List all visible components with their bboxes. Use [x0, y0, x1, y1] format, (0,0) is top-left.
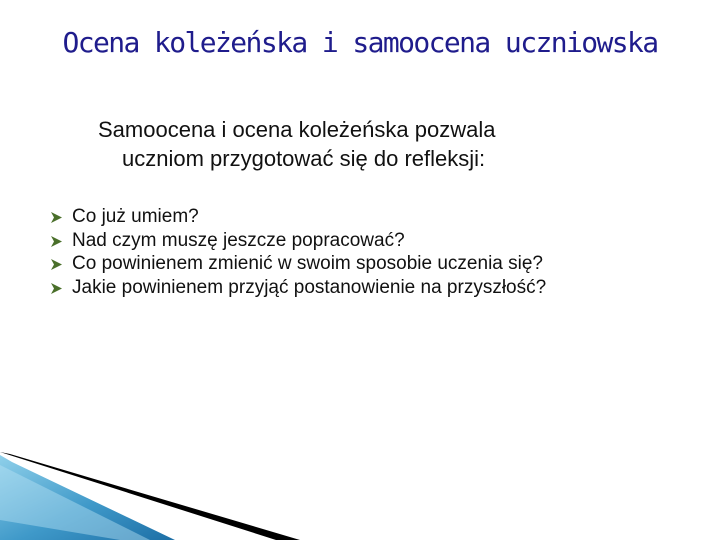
bullet-text: Co już umiem?: [72, 206, 199, 227]
bullet-text: Nad czym muszę jeszcze popracować?: [72, 229, 405, 251]
bullet-text: Co powinienem zmienić w swoim sposobie uczenia się?: [72, 253, 543, 274]
bullet-text: Jakie powinienem przyjąć postanowienie na przyszłość?: [72, 276, 547, 298]
slide-title: Ocena koleżeńska i samoocena uczniowska: [62, 26, 658, 59]
intro-line-2: uczniom przygotować się do refleksji:: [122, 146, 486, 171]
intro-line-1: Samoocena i ocena koleżeńska pozwala: [98, 117, 496, 142]
